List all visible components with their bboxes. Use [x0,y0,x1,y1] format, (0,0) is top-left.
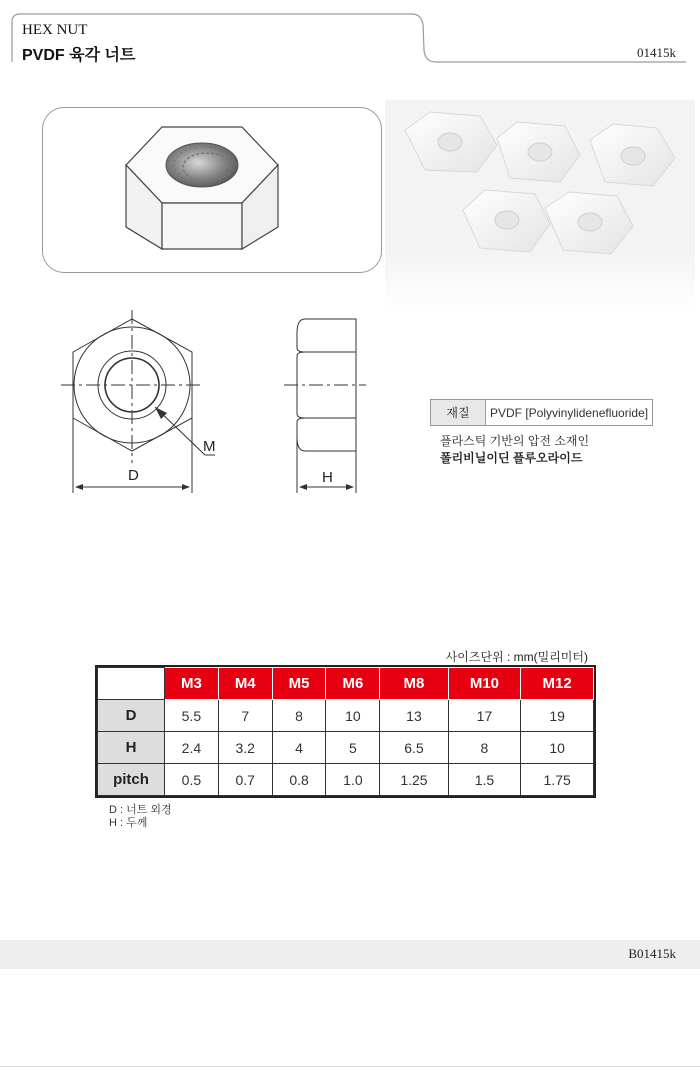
material-value: PVDF [Polyvinylidenefluoride] [486,400,653,426]
table-cell: 0.7 [218,764,272,796]
table-cell: 0.5 [165,764,219,796]
table-cell: 5.5 [165,700,219,732]
material-description [440,433,589,467]
row-label: D [98,700,165,732]
size-header: M4 [218,668,272,700]
label-d: D [128,467,139,484]
size-header: M6 [326,668,380,700]
size-table [97,667,594,796]
table-row [98,732,594,764]
table-cell: 2.4 [165,732,219,764]
footer-band [0,940,700,969]
table-cell: 1.5 [448,764,521,796]
hex-nut-render [42,107,380,271]
header-subtitle: PVDF 육각 너트 [22,47,136,64]
label-h: H [322,469,333,486]
material-desc-line1: 플라스틱 기반의 압전 소재인 [440,434,590,448]
front-view-drawing [55,305,240,505]
table-cell: 1.25 [380,764,448,796]
footer-code: B01415k [628,946,676,961]
table-cell: 5 [326,732,380,764]
header-code: 01415k [637,45,676,60]
material-desc-line2: 폴리비닐이딘 플루오라이드 [440,451,583,465]
table-cell: 17 [448,700,521,732]
table-row [98,764,594,796]
table-cell: 6.5 [380,732,448,764]
size-header: M3 [165,668,219,700]
table-row [98,700,594,732]
size-header: M10 [448,668,521,700]
table-cell: 3.2 [218,732,272,764]
size-header: M8 [380,668,448,700]
material-label: 재질 [431,400,486,426]
bottom-divider [0,1066,700,1067]
size-header: M5 [272,668,326,700]
table-cell: 1.0 [326,764,380,796]
size-table-header-row [98,668,594,700]
product-photo [385,100,695,310]
table-cell: 10 [326,700,380,732]
material-table [430,399,653,426]
table-cell: 19 [521,700,594,732]
material-row [431,400,653,426]
table-cell: 7 [218,700,272,732]
header-title: HEX NUT [22,22,88,38]
unit-note: 사이즈단위 : mm(밀리미터) [445,650,588,664]
legend [109,804,172,830]
legend-line1: D : 너트 외경 [109,804,172,816]
table-cell: 4 [272,732,326,764]
label-m: M [203,438,216,455]
table-cell: 10 [521,732,594,764]
table-corner [98,668,165,700]
table-cell: 8 [448,732,521,764]
table-cell: 13 [380,700,448,732]
legend-line2: H : 두께 [109,817,148,829]
table-cell: 0.8 [272,764,326,796]
table-cell: 8 [272,700,326,732]
table-cell: 1.75 [521,764,594,796]
size-header: M12 [521,668,594,700]
row-label: H [98,732,165,764]
row-label: pitch [98,764,165,796]
